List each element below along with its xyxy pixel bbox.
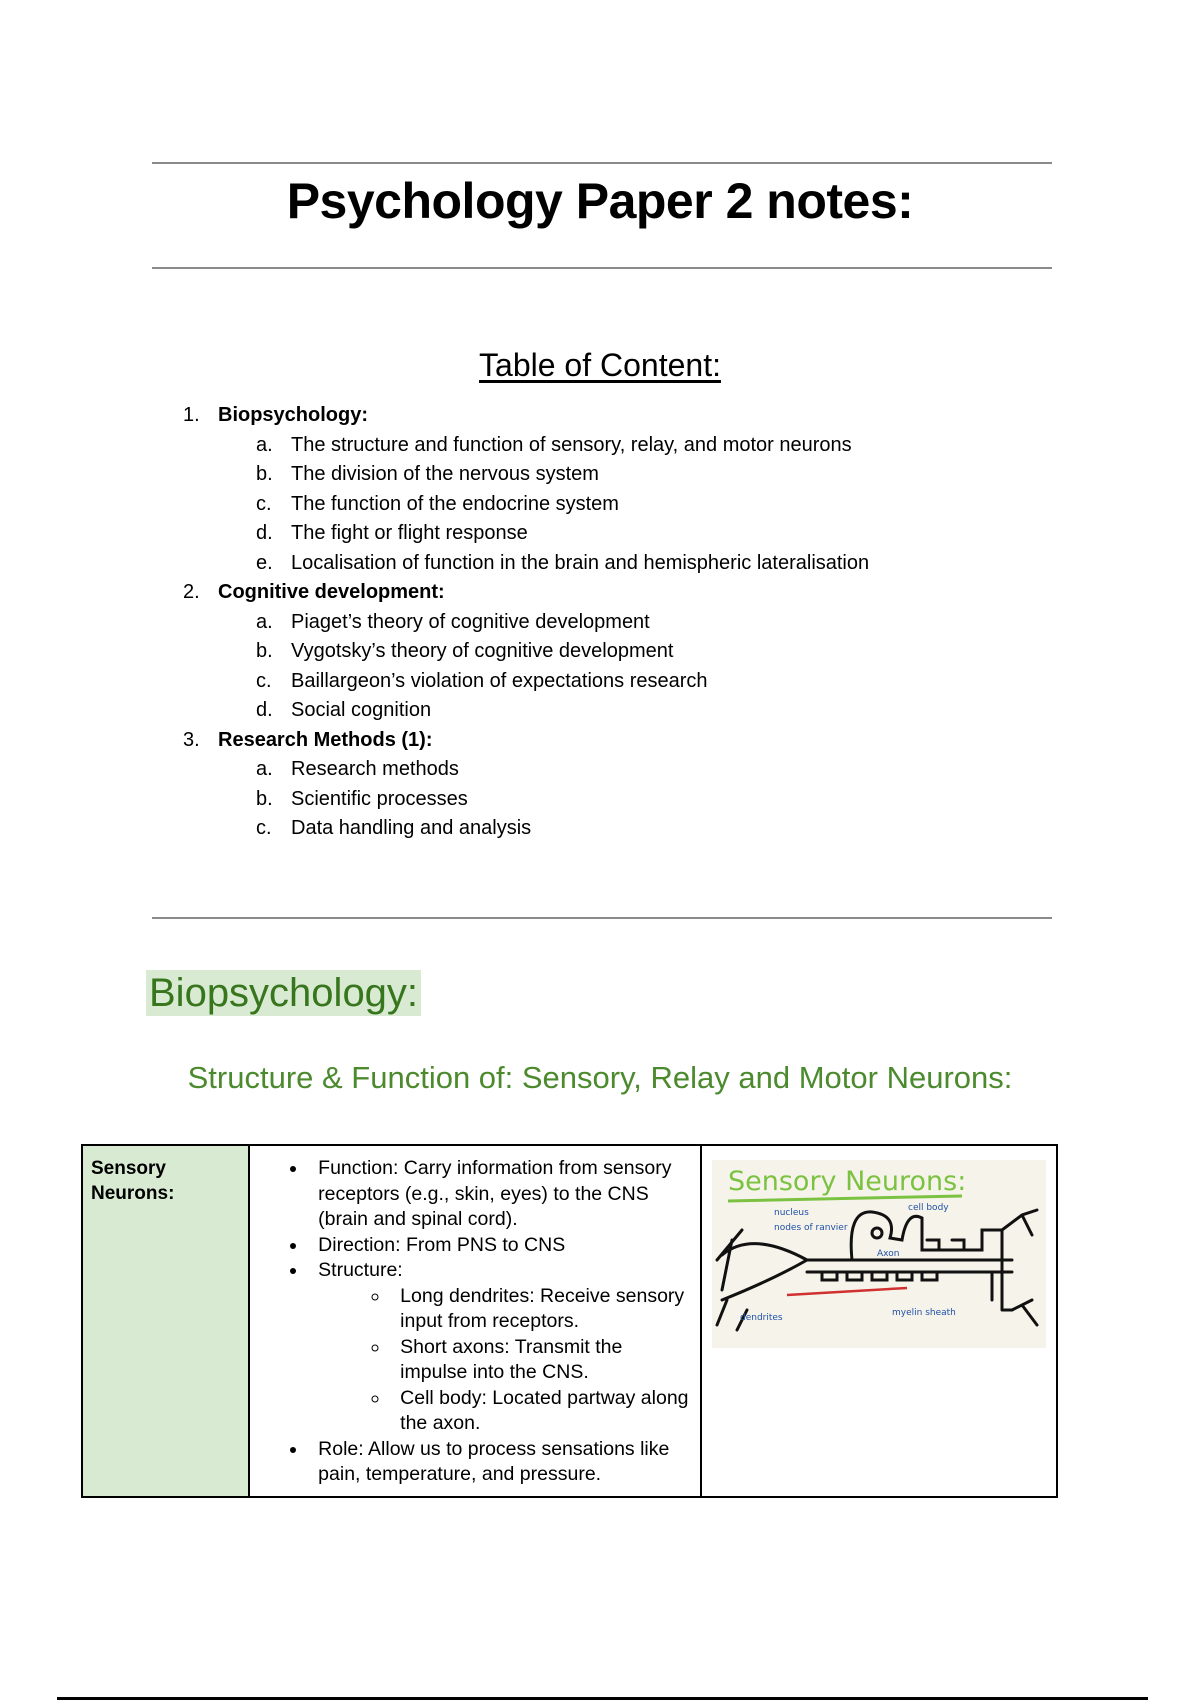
- toc-item-text: Research methods: [291, 758, 459, 780]
- toc-item-letter: b.: [256, 640, 273, 662]
- row-label: Sensory Neurons:: [82, 1145, 249, 1497]
- toc-heading: Table of Content:: [479, 347, 721, 383]
- section-subheading: Structure & Function of: Sensory, Relay and Motor Neurons:: [187, 1060, 1013, 1095]
- toc-item-letter: a.: [256, 758, 273, 780]
- list-item: • Function: Carry information from sensory receptors (e.g., skin, eyes) to the CNS (brain and spinal cord).: [308, 1156, 692, 1233]
- toc-item-text: Baillargeon’s violation of expectations research: [291, 669, 708, 692]
- toc-item-letter: a.: [256, 433, 273, 456]
- sketch-title: Sensory Neurons:: [728, 1166, 967, 1197]
- sketch-cell: [701, 1145, 1057, 1497]
- section-heading: Biopsychology:: [146, 970, 421, 1016]
- toc-item-letter: c.: [256, 817, 272, 839]
- sketch-label-nucleus: nucleus: [774, 1208, 809, 1218]
- list-item: [308, 1258, 692, 1437]
- toc-item-text: Scientific processes: [291, 787, 468, 810]
- toc-item-letter: b.: [256, 463, 273, 485]
- sketch-label-myelin: myelin sheath: [892, 1308, 956, 1318]
- toc-section-number: 3.: [183, 728, 200, 751]
- toc-item-text: Piaget’s theory of cognitive development: [291, 610, 650, 633]
- list-item: • Role: Allow us to process sensations like pain, temperature, and pressure.: [308, 1437, 692, 1488]
- list-item: ◦ Cell body: Located partway along the axon.: [390, 1386, 692, 1437]
- toc-item-letter: a.: [256, 610, 273, 633]
- bullet-list: [250, 1156, 692, 1488]
- toc-item-letter: d.: [256, 522, 273, 544]
- toc-item-letter: d.: [256, 699, 273, 721]
- toc-item-letter: c.: [256, 669, 272, 692]
- toc-section-number: 1.: [183, 404, 200, 426]
- sketch-label-nodes: nodes of ranvier: [774, 1223, 848, 1233]
- toc-item-letter: e.: [256, 551, 273, 574]
- toc-section-number: 2.: [183, 581, 200, 603]
- structure-label: Structure:: [318, 1259, 403, 1281]
- list-item: • Direction: From PNS to CNS: [308, 1233, 692, 1259]
- table-row: [82, 1145, 1057, 1497]
- sub-bullet-list: [318, 1284, 692, 1437]
- toc-item-text: The structure and function of sensory, relay, and motor neurons: [291, 433, 852, 456]
- toc-section-label: Cognitive development:: [218, 581, 445, 603]
- toc-item-text: The function of the endocrine system: [291, 492, 619, 515]
- toc-section-label: Research Methods (1):: [218, 728, 433, 751]
- sketch-label-cell-body: cell body: [908, 1203, 949, 1213]
- toc-item-text: The division of the nervous system: [291, 463, 599, 485]
- title-bottom-rule: [152, 267, 1052, 269]
- neuron-table: [81, 1144, 1058, 1498]
- row-description: [249, 1145, 701, 1497]
- toc-item-text: The fight or flight response: [291, 522, 528, 544]
- title-top-rule: [152, 162, 1052, 164]
- sensory-neuron-sketch: [712, 1160, 1046, 1348]
- toc-item-text: Data handling and analysis: [291, 817, 532, 839]
- toc-item-letter: b.: [256, 787, 273, 810]
- page-title: Psychology Paper 2 notes:: [286, 173, 914, 229]
- toc-item-letter: c.: [256, 492, 272, 515]
- list-item: ◦ Short axons: Transmit the impulse into the CNS.: [390, 1335, 692, 1386]
- sketch-label-axon: Axon: [877, 1249, 900, 1259]
- toc-item-text: Social cognition: [291, 699, 432, 721]
- toc-item-text: Localisation of function in the brain and hemispheric lateralisation: [291, 551, 870, 574]
- list-item: ◦ Long dendrites: Receive sensory input from receptors.: [390, 1284, 692, 1335]
- toc-section-label: Biopsychology:: [218, 404, 369, 426]
- sketch-label-dendrites: dendrites: [740, 1313, 783, 1323]
- toc-item-text: Vygotsky’s theory of cognitive development: [291, 640, 674, 662]
- section-divider: [152, 917, 1052, 919]
